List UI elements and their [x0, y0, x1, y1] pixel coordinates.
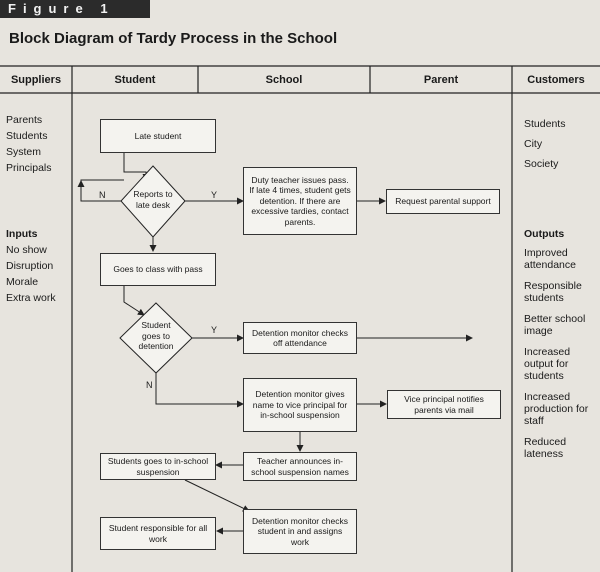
node-monitor-checks-student-in: Detention monitor checks student in and assigns work — [243, 509, 357, 554]
customers-list — [524, 114, 565, 174]
node-duty-teacher: Duty teacher issues pass. If late 4 times, student gets detention. If there are excessive tardies, contact parents. — [243, 167, 357, 235]
suppliers-list — [6, 112, 52, 176]
node-detention-monitor-checks: Detention monitor checks off attendance — [243, 322, 357, 354]
outputs-list — [524, 228, 596, 460]
header-student: Student — [114, 74, 156, 86]
node-student-responsible: Student responsible for all work — [100, 517, 216, 550]
node-vice-principal-notifies: Vice principal notifies parents via mail — [387, 390, 501, 419]
output-item: Increased output for students — [524, 346, 571, 382]
output-item: Improved attendance — [524, 247, 576, 271]
output-item: Better school image — [524, 313, 586, 337]
supplier-item: System — [6, 146, 42, 158]
inputs-heading: Inputs — [6, 228, 38, 240]
input-item: Morale — [6, 276, 39, 288]
output-item: Responsible students — [524, 280, 582, 304]
node-detention-monitor-gives: Detention monitor gives name to vice principal for in-school suspension — [243, 378, 357, 432]
header-suppliers: Suppliers — [10, 74, 62, 86]
node-request-parental-support: Request parental support — [386, 189, 500, 214]
label-n-reports: N — [99, 190, 106, 200]
figure-label: Figure 1 — [0, 0, 150, 18]
input-item: No show — [6, 244, 47, 256]
supplier-item: Students — [6, 130, 48, 142]
customer-item: City — [524, 138, 543, 150]
label-y-detention: Y — [211, 325, 218, 335]
node-students-goes-isss: Students goes to in-school suspension — [100, 453, 216, 480]
header-school: School — [265, 74, 303, 86]
node-reports-to-late-desk: Reports to late desk — [133, 189, 173, 210]
header-parent: Parent — [423, 74, 459, 86]
node-goes-to-class: Goes to class with pass — [100, 253, 216, 286]
supplier-item: Parents — [6, 114, 43, 126]
node-late-student: Late student — [100, 119, 216, 153]
header-customers: Customers — [527, 74, 585, 86]
customer-item: Students — [524, 118, 566, 130]
node-teacher-announces: Teacher announces in-school suspension names — [243, 452, 357, 481]
customer-item: Society — [524, 158, 559, 170]
input-item: Disruption — [6, 260, 54, 272]
label-n-detention: N — [146, 380, 153, 390]
label-y-reports: Y — [211, 190, 218, 200]
input-item: Extra work — [6, 292, 56, 304]
output-item: Increased production for staff — [524, 391, 589, 427]
diagram-title: Block Diagram of Tardy Process in the School — [9, 30, 338, 47]
output-item: Reduced lateness — [524, 436, 567, 460]
inputs-list — [6, 226, 56, 306]
outputs-heading: Outputs — [524, 228, 565, 240]
supplier-item: Principals — [6, 162, 52, 174]
node-student-goes-to-detention: Student goes to detention — [138, 320, 174, 351]
